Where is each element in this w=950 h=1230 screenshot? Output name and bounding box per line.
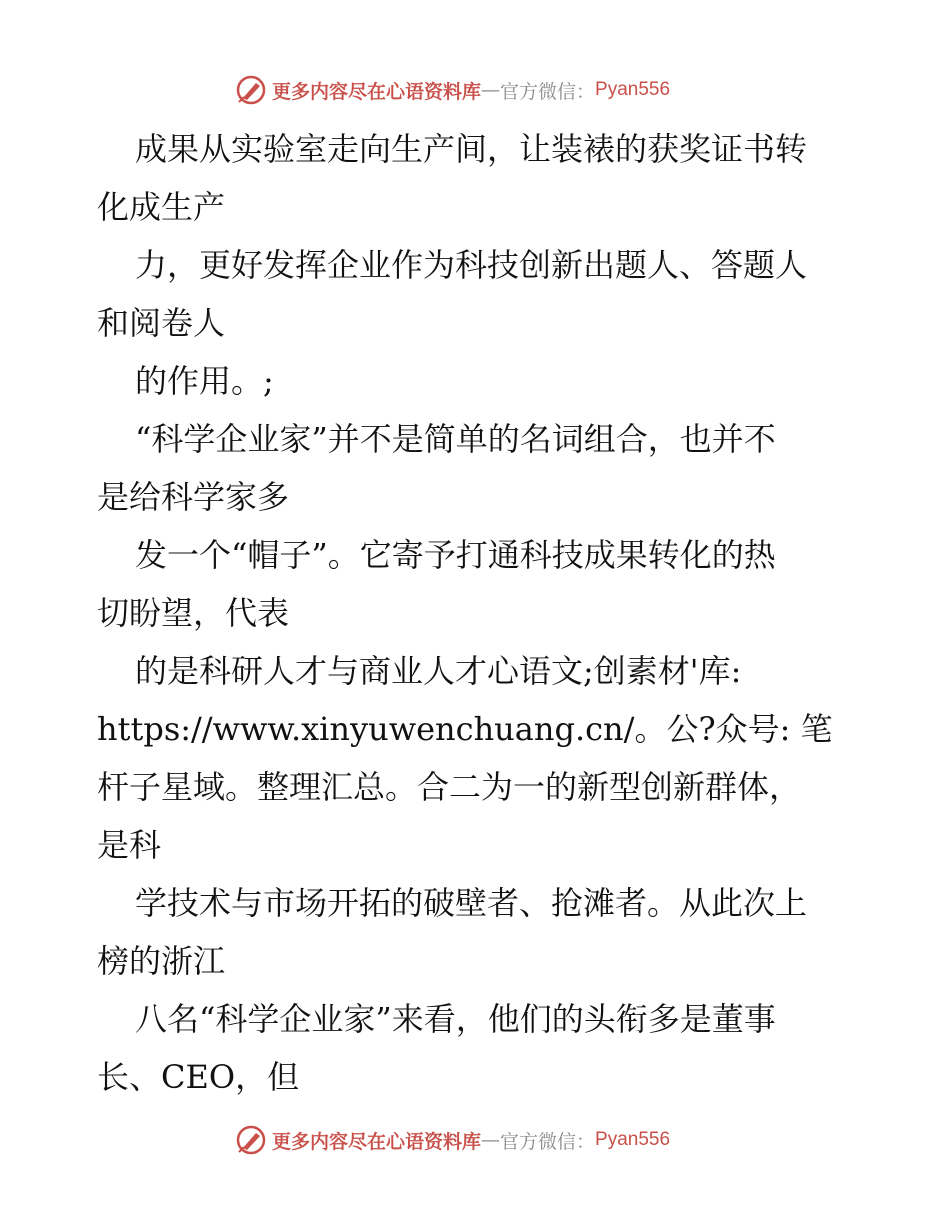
text-line: 和阅卷人 [97, 304, 226, 342]
document-body [97, 120, 867, 1106]
text-line: “科学企业家”并不是简单的名词组合，也并不 [135, 420, 776, 458]
pen-logo-icon [234, 1123, 268, 1157]
pen-logo-icon [234, 73, 268, 107]
text-line: 是给科学家多 [97, 478, 290, 516]
text-line: 是科 [97, 826, 162, 864]
banner-dash: — [481, 79, 501, 101]
text-line: 的作用。; [135, 362, 274, 400]
text-line: 切盼望，代表 [97, 594, 290, 632]
text-line: 的是科研人才与商业人才心语文;创素材'库: [135, 652, 742, 690]
text-line: https://www.xinyuwenchuang.cn/。公?众号: 笔 [97, 710, 833, 748]
text-line: 八名“科学企业家”来看，他们的头衔多是董事 [135, 1000, 776, 1038]
banner-wechat-account: Pyan556 [595, 1129, 671, 1150]
header-banner [234, 70, 670, 110]
text-line: 长、CEO，但 [97, 1058, 300, 1096]
text-line: 杆子星域。整理汇总。合二为一的新型创新群体， [97, 768, 802, 806]
footer-banner [234, 1120, 670, 1160]
banner-wechat-label: 官方微信： [500, 80, 596, 103]
banner-site-text: 更多内容尽在心语资料库 [272, 1130, 482, 1153]
banner-dash: — [481, 1129, 501, 1151]
text-line: 榜的浙江 [97, 942, 226, 980]
text-line: 成果从实验室走向生产间，让装裱的获奖证书转 [135, 130, 808, 168]
banner-wechat-account: Pyan556 [595, 79, 671, 100]
banner-site-text: 更多内容尽在心语资料库 [272, 80, 482, 103]
text-line: 发一个“帽子”。它寄予打通科技成果转化的热 [135, 536, 776, 574]
text-line: 学技术与市场开拓的破壁者、抢滩者。从此次上 [135, 884, 808, 922]
banner-wechat-label: 官方微信： [500, 1130, 596, 1153]
text-line: 力，更好发挥企业作为科技创新出题人、答题人 [135, 246, 808, 284]
text-line: 化成生产 [97, 188, 226, 226]
